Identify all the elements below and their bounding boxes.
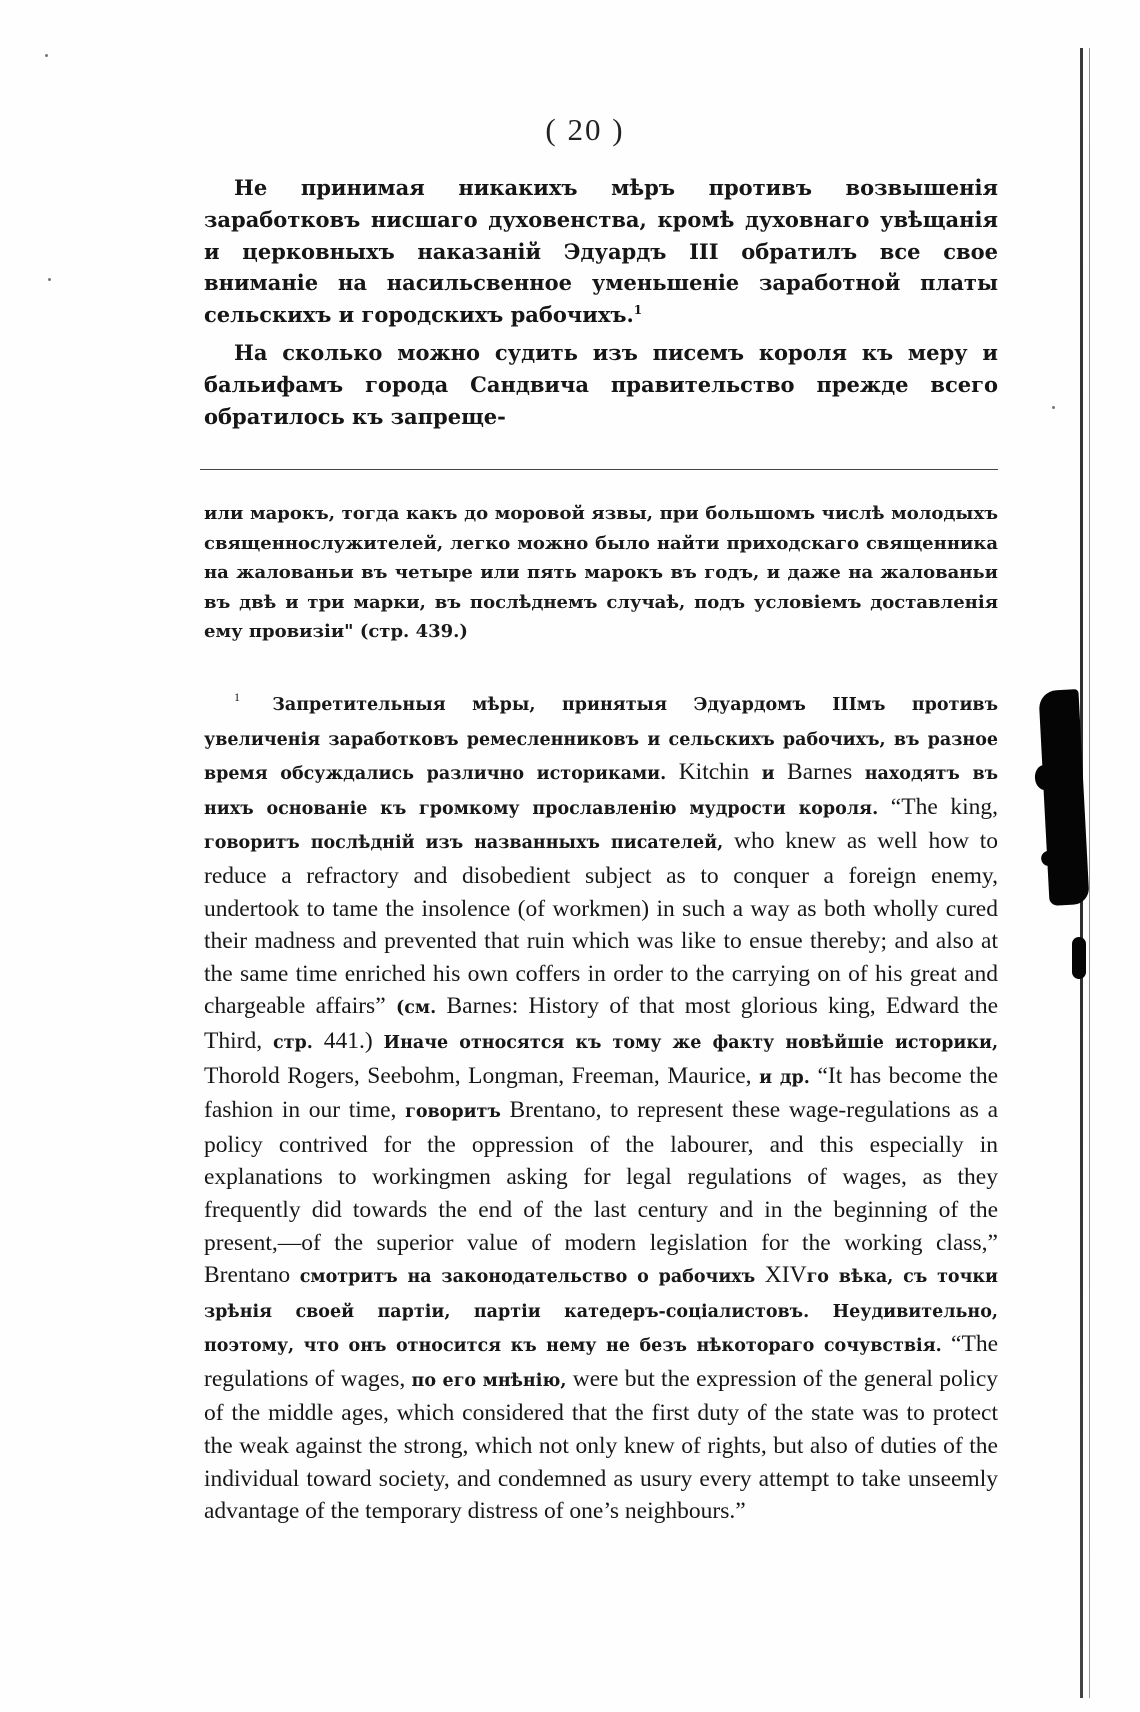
footnote-english-text: “The regulations of wages, — [204, 1331, 999, 1392]
footnote-english-text: Kitchin — [678, 759, 750, 786]
paper-speck — [1052, 406, 1055, 409]
footnote-english-text: Barnes — [787, 759, 853, 786]
footnote-english-text: were but the expression of the general policy of the middle ages, which considered that the first duty of the state was to protect the weak against the strong, which not only knew of rights, but also of duties of the individual toward society, and condemned as usury every attempt to take unseemly advantage of the temporary distress of one’s neighbours.” — [204, 1365, 999, 1525]
paper-speck — [45, 54, 48, 57]
main-paragraph-text: На сколько можно судить изъ писемъ короля къ меру и бальифамъ города Сандвича правительство прежде всего обратилось къ запреще- — [204, 339, 998, 429]
paper-speck — [48, 278, 51, 281]
footnote-russian-text: говоритъ — [405, 1102, 501, 1123]
footnote-english-text: 441.) — [323, 1027, 373, 1054]
footnote-english-text: who knew as well how to reduce a refractory and disobedient subject as to conquer a foreign enemy, undertook to tame the insolence (of workmen) in such a way as both wholly cured their madness and prevented that ruin which was like to ensue thereby; and also at the same time enriched his own coffers in order to the carrying on of his great and chargeable affairs” — [204, 828, 998, 1020]
footnote-english-text: Barnes: History of that most glorious king, Edward the Third, — [204, 993, 999, 1054]
page-number: ( 20 ) — [545, 112, 625, 147]
continued-footnote: или марокъ, тогда какъ до моровой язвы, при большомъ числѣ молодыхъ священнослужителей, легко можно было найти приходскаго священника на жалованьи въ четыре или пять марокъ въ годъ, и даже на жалованьи въ двѣ и три марки, въ послѣднемъ случаѣ, подъ условіемъ доставленія ему провизіи" (стр. 439.) — [204, 503, 998, 642]
ink-drop — [1072, 937, 1086, 979]
footnote-english-text: XIV — [764, 1262, 807, 1289]
footnote-russian-text: и — [761, 764, 775, 785]
footnote-russian-text: стр. — [272, 1032, 313, 1053]
main-paragraph — [204, 172, 998, 331]
footnote-english-text: Thorold Rogers, Seebohm, Longman, Freeman, Maurice, — [204, 1062, 752, 1089]
footnote-russian-text: (см. — [395, 998, 437, 1019]
footnote-russian-text: го вѣка, съ точки зрѣнія своей партіи, партіи катедеръ-соціалистовъ. Неудивительно, поэтому, что онъ относится къ нему не безъ нѣкотораго сочувствія. — [204, 1267, 999, 1357]
footnote-russian-text: смотритъ на законодательство о рабочихъ — [299, 1267, 756, 1288]
main-paragraph-text: Не принимая никакихъ мѣръ противъ возвышенія заработковъ нисшаго духовенства, кромѣ духовнаго увѣщанія и церковныхъ наказаній Эдуардъ III обратилъ все свое вниманіе на насильсвенное уменьшеніе заработной платы сельскихъ и городскихъ рабочихъ. — [204, 175, 998, 328]
footnote-separator-rule — [200, 469, 998, 470]
footnote-1 — [204, 687, 998, 1528]
main-paragraph — [204, 337, 998, 432]
footnote-russian-text: по его мнѣнію, — [411, 1370, 567, 1391]
footnote-russian-text: Иначе относятся къ тому же факту новѣйшіе историки, — [383, 1032, 999, 1053]
main-text — [204, 172, 998, 438]
footnote-reference-marker: 1 — [633, 303, 643, 318]
footnote-english-text: “The king, — [890, 793, 999, 820]
footnote-russian-text: говоритъ послѣдній изъ названныхъ писателей, — [204, 833, 724, 854]
footnote-russian-text: Запретительныя мѣры, принятыя Эдуардомъ IIIмъ противъ увеличенія заработковъ ремесленниковъ и сельскихъ рабочихъ, въ разное время обсуждались различно историками. — [204, 695, 999, 785]
footnote-english-text: “It has become the fashion in our time, — [204, 1062, 999, 1124]
page-edge-secondary-line — [1089, 48, 1090, 1698]
footnote-english-text: Brentano, to represent these wage-regulations as a policy contrived for the oppression of the labourer, and this especially in explanations to workingmen asking for legal regulations of wages, as they frequently did towards the end of the last century and in the beginning of the present,—of the superior value of modern legislation for the working class,” Brentano — [204, 1097, 999, 1289]
footnote-russian-text: и др. — [759, 1067, 810, 1088]
footnote-marker: 1 — [234, 690, 240, 705]
footnote-russian-text: находятъ въ нихъ основаніе къ громкому прославленію мудрости короля. — [204, 764, 999, 819]
